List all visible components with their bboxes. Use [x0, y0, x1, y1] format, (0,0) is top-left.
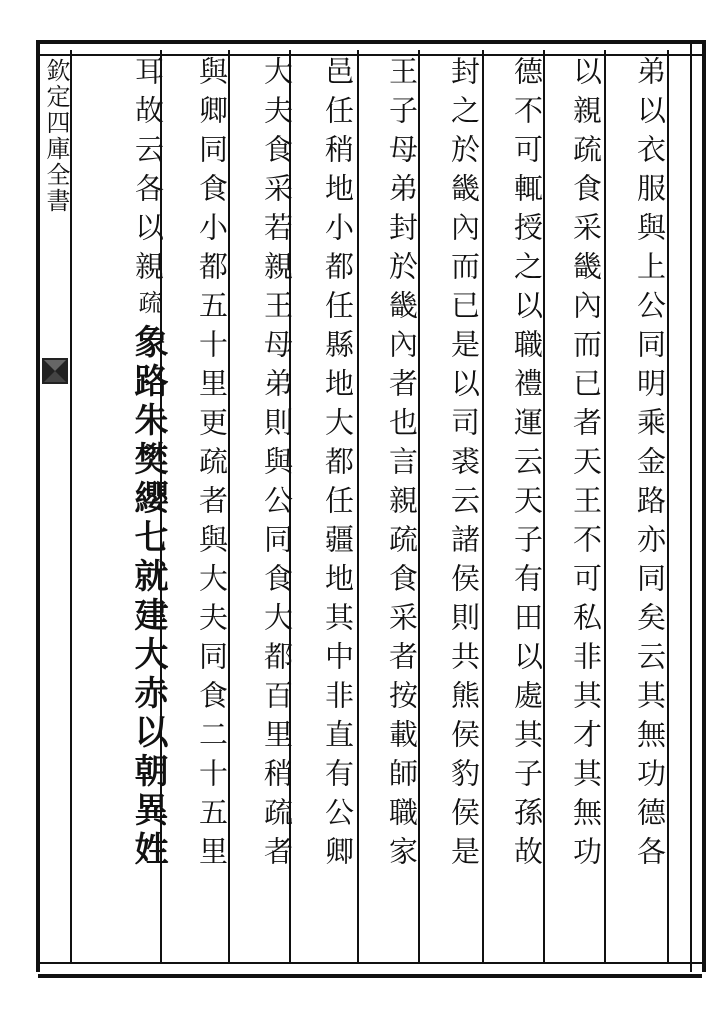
commentary-text: 邑任稍地小都任縣地大都任疆地其中非直有公卿	[321, 56, 355, 875]
text-column-5	[380, 56, 424, 956]
text-column-8	[190, 56, 234, 956]
banxin-rule	[70, 50, 72, 962]
fishtail-icon	[40, 356, 70, 386]
text-column-9	[126, 56, 170, 956]
main-text: 象路朱樊纓七就建大赤以朝異姓	[128, 324, 168, 870]
annotation-text: 疏	[134, 290, 162, 324]
commentary-text: 大夫食采若親王母弟則與公同食大都百里稍疏者	[260, 56, 294, 875]
frame-bottom-border	[38, 962, 702, 978]
commentary-text: 耳故云各以親	[131, 56, 165, 290]
commentary-text: 弟以衣服與上公同明乘金路亦同矣云其無功德各	[633, 56, 667, 875]
commentary-text: 封之於畿內而已是以司裘云諸侯則共熊侯豹侯是	[447, 56, 481, 875]
text-column-3	[505, 56, 549, 956]
commentary-text: 德不可輒授之以職禮運云天子有田以處其子孫故	[510, 56, 544, 875]
text-column-1	[628, 56, 672, 956]
text-column-7	[255, 56, 299, 956]
text-column-6	[316, 56, 360, 956]
frame-top-border	[38, 40, 702, 56]
book-title: 欽定四庫全書	[42, 58, 70, 214]
commentary-text: 以親疏食采畿內而已者天王不可私非其才其無功	[569, 56, 603, 875]
commentary-text: 與卿同食小都五十里更疏者與大夫同食二十五里	[195, 56, 229, 875]
text-column-2	[564, 56, 608, 956]
banxin-margin	[40, 50, 72, 962]
text-column-4	[442, 56, 486, 956]
commentary-text: 王子母弟封於畿內者也言親疏食采者按載師職家	[385, 56, 419, 875]
frame-right-border	[690, 40, 706, 972]
